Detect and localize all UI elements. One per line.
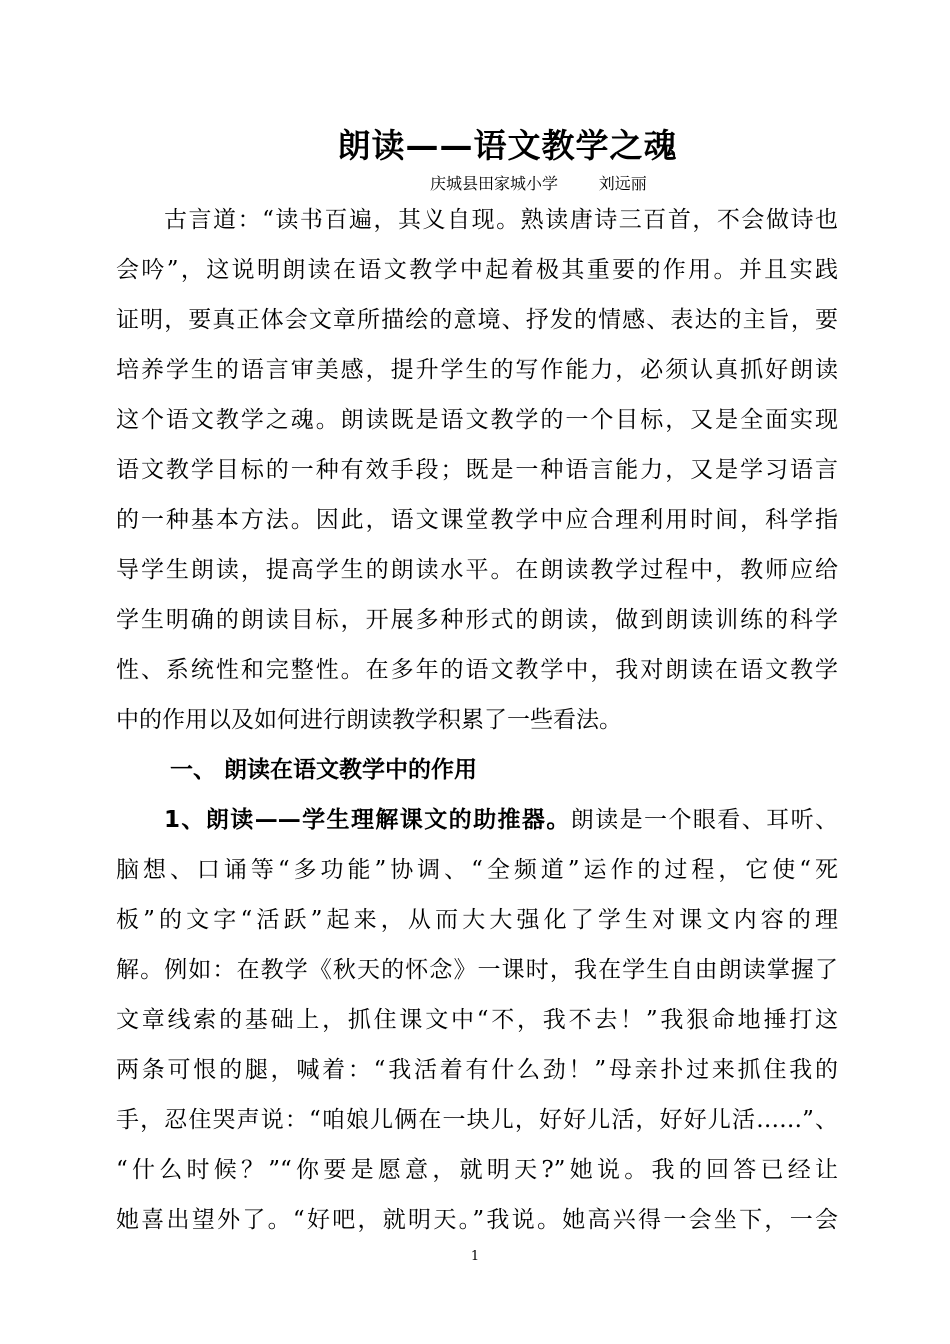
body-line: “什么时候？”“你要是愿意，就明天?”她说。我的回答已经让 (116, 1157, 838, 1183)
body-line: 文章线索的基础上，抓住课文中“不，我不去！”我狠命地捶打这 (116, 1007, 838, 1033)
body-line: 中的作用以及如何进行朗读教学积累了一些看法。 (116, 707, 622, 733)
body-line: 学生明确的朗读目标，开展多种形式的朗读，做到朗读训练的科学 (116, 607, 838, 633)
body-line: 会吟”，这说明朗读在语文教学中起着极其重要的作用。并且实践 (116, 257, 838, 283)
body-line: 这个语文教学之魂。朗读既是语文教学的一个目标，又是全面实现 (116, 407, 838, 433)
body-line: 她喜出望外了。“好吧，就明天。”我说。她高兴得一会坐下，一会 (116, 1207, 838, 1233)
body-line: 性、系统性和完整性。在多年的语文教学中，我对朗读在语文教学 (116, 657, 838, 683)
body-line: 培养学生的语言审美感，提升学生的写作能力，必须认真抓好朗读 (116, 357, 838, 383)
section-heading: 一、 朗读在语文教学中的作用 (170, 757, 478, 783)
subsection-first-line-rest: 朗读是一个眼看、耳听、 (570, 807, 838, 833)
body-line: 脑想、口诵等“多功能”协调、“全频道”运作的过程，它使“死 (116, 857, 838, 883)
page-number: 1 (470, 1249, 480, 1264)
subsection-first-line (164, 803, 838, 837)
body-line: 证明，要真正体会文章所描绘的意境、抒发的情感、表达的主旨，要 (116, 307, 838, 333)
body-line: 两条可恨的腿，喊着：“我活着有什么劲！”母亲扑过来抓住我的 (116, 1057, 838, 1083)
body-line: 手，忍住哭声说：“咱娘儿俩在一块儿，好好儿活，好好儿活……”、 (116, 1107, 838, 1133)
body-line: 解。例如：在教学《秋天的怀念》一课时，我在学生自由朗读掌握了 (116, 957, 838, 983)
author-byline: 庆城县田家城小学 刘远丽 (430, 174, 647, 193)
body-line: 板”的文字“活跃”起来，从而大大强化了学生对课文内容的理 (116, 907, 838, 933)
body-line: 语文教学目标的一种有效手段；既是一种语言能力，又是学习语言 (116, 457, 838, 483)
body-line: 古言道：“读书百遍，其义自现。熟读唐诗三百首，不会做诗也 (164, 207, 838, 233)
body-line: 导学生朗读，提高学生的朗读水平。在朗读教学过程中，教师应给 (116, 557, 838, 583)
subsection-bold-lead: 1、朗读——学生理解课文的助推器。 (164, 807, 571, 833)
document-title: 朗读——语文教学之魂 (337, 126, 678, 165)
body-line: 的一种基本方法。因此，语文课堂教学中应合理利用时间，科学指 (116, 507, 838, 533)
